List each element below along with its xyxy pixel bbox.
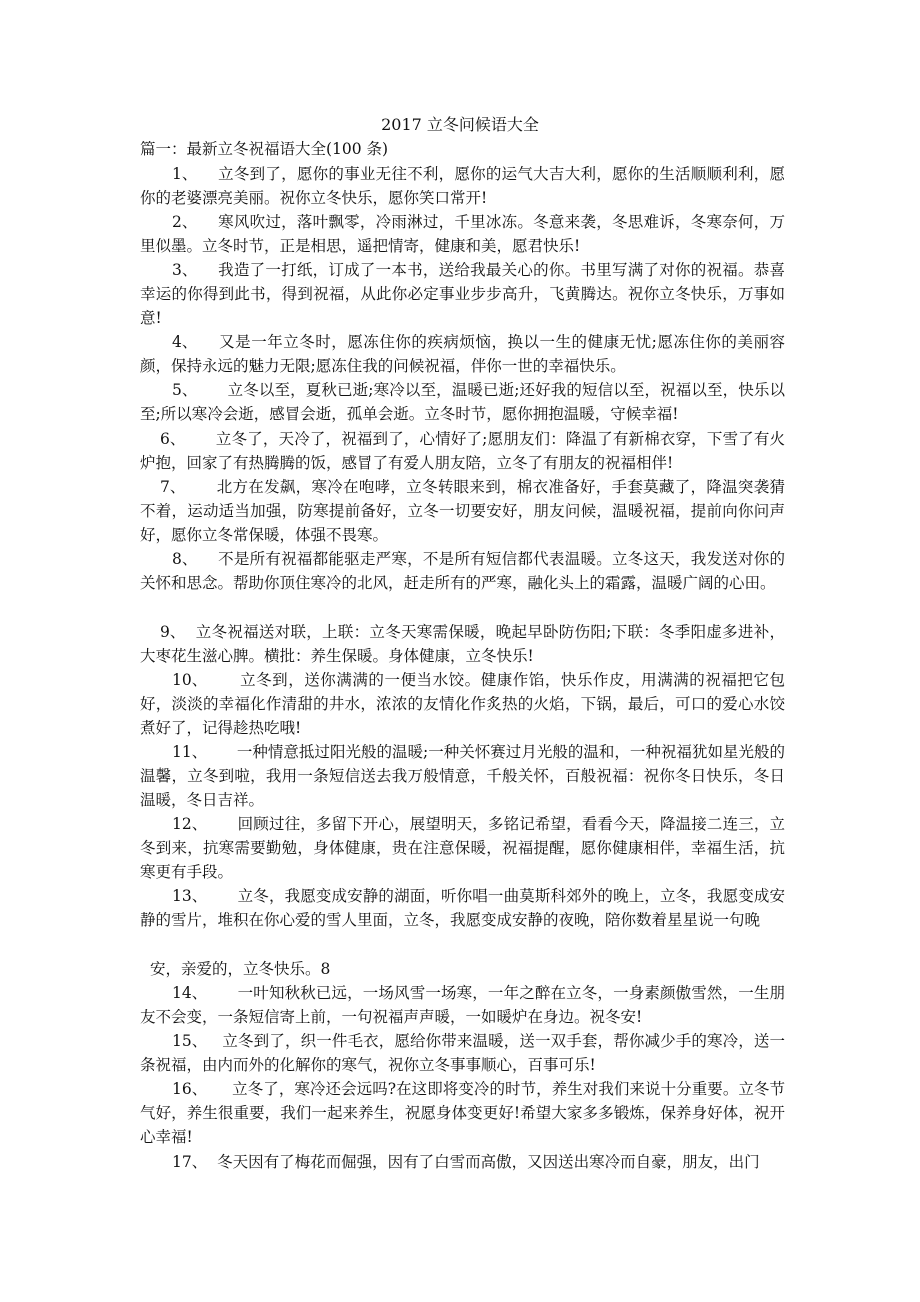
list-item [140, 812, 785, 884]
item-text: 立冬祝福送对联，上联：立冬天寒需保暖，晚起早卧防伤阳;下联：冬季阳虚多进补，大枣花生滋心脾。横批：养生保暖。身体健康，立冬快乐! [140, 623, 785, 665]
item-number: 1、 [172, 165, 198, 183]
item-number: 2、 [172, 213, 198, 231]
item-number: 3、 [172, 261, 198, 279]
item-text: 立冬，我愿变成安静的湖面，听你唱一曲莫斯科郊外的晚上，立冬，我愿变成安静的雪片，堆积在你心爱的雪人里面，立冬，我愿变成安静的夜晚，陪你数着星星说一句晚 [140, 887, 785, 929]
item-text: 寒风吹过，落叶飘零，冷雨淋过，千里冰冻。冬意来袭，冬思难诉，冬寒奈何，万里似墨。立冬时节，正是相思，遥把情寄，健康和美，愿君快乐! [140, 213, 785, 255]
list-item [140, 884, 785, 932]
list-item [140, 427, 785, 475]
item-text: 又是一年立冬时，愿冻住你的疾病烦恼，换以一生的健康无忧;愿冻住你的美丽容颜，保持永远的魅力无限;愿冻住我的问候祝福，伴你一世的幸福快乐。 [140, 333, 785, 375]
item-text: 立冬了，天冷了，祝福到了，心情好了;愿朋友们：降温了有新棉衣穿，下雪了有火炉抱，回家了有热腾腾的饭，感冒了有爱人朋友陪，立冬了有朋友的祝福相伴! [140, 430, 785, 472]
item-number: 15、 [172, 1032, 208, 1050]
item-number: 6、 [160, 430, 186, 448]
item-number: 10、 [172, 671, 208, 689]
section-heading: 篇一：最新立冬祝福语大全(100 条) [140, 140, 389, 158]
item-text: 我造了一打纸，订成了一本书，送给我最关心的你。书里写满了对你的祝福。恭喜幸运的你得到此书，得到祝福，从此你必定事业步步高升，飞黄腾达。祝你立冬快乐，万事如意! [140, 261, 785, 327]
list-item [140, 162, 785, 210]
item-text: 北方在发飙，寒冷在咆哮，立冬转眼来到，棉衣准备好，手套莫藏了，降温突袭猜不着，运动适当加强，防寒提前备好，立冬一切要安好，朋友问候，温暖祝福，提前向你问声好，愿你立冬常保暖，体强不畏寒。 [140, 478, 785, 544]
list-item [140, 210, 785, 258]
list-item [140, 378, 785, 426]
list-item [140, 1077, 785, 1149]
item-text: 回顾过往，多留下开心，展望明天，多铭记希望，看看今天，降温接二连三，立冬到来，抗寒需要勤勉，身体健康，贵在注意保暖，祝福提醒，愿你健康相伴，幸福生活，抗寒更有手段。 [140, 815, 785, 881]
list-item [140, 258, 785, 330]
item-text: 一叶知秋秋已远，一场风雪一场寒，一年之醉在立冬，一身素颜傲雪然，一生朋友不会变，一条短信寄上前，一句祝福声声暖，一如暖炉在身边。祝冬安! [140, 984, 785, 1026]
item-number: 13、 [172, 887, 208, 905]
item-text: 立冬到了，织一件毛衣，愿给你带来温暖，送一双手套，帮你减少手的寒冷，送一条祝福，由内而外的化解你的寒气，祝你立冬事事顺心，百事可乐! [140, 1032, 786, 1074]
item-number: 11、 [172, 743, 208, 761]
item-number: 12、 [172, 815, 208, 833]
item-number: 9、 [160, 623, 186, 641]
item-text: 冬天因有了梅花而倔强，因有了白雪而高傲，又因送出寒冷而自豪，朋友，出门 [217, 1153, 760, 1171]
list-item [140, 1029, 785, 1077]
item-number: 8、 [172, 550, 198, 568]
item-text: 安，亲爱的，立冬快乐。8 [150, 960, 331, 978]
item-number: 14、 [172, 984, 208, 1002]
item-text: 一种情意抵过阳光般的温暖;一种关怀赛过月光般的温和，一种祝福犹如星光般的温馨，立冬到啦，我用一条短信送去我万般情意，千般关怀，百般祝福：祝你冬日快乐，冬日温暖，冬日吉祥。 [140, 743, 785, 809]
item-number: 16、 [172, 1080, 208, 1098]
item-number: 4、 [172, 333, 198, 351]
item-number: 5、 [172, 381, 198, 399]
item-text: 立冬以至，夏秋已逝;寒冷以至，温暖已逝;还好我的短信以至，祝福以至，快乐以至;所以寒冷会逝，感冒会逝，孤单会逝。立冬时节，愿你拥抱温暖，守候幸福! [140, 381, 785, 423]
list-item [140, 981, 785, 1029]
document-title: 2017 立冬问候语大全 [381, 115, 539, 134]
item-text: 不是所有祝福都能驱走严寒，不是所有短信都代表温暖。立冬这天，我发送对你的关怀和思念。帮助你顶住寒冷的北风，赶走所有的严寒，融化头上的霜露，温暖广阔的心田。 [140, 550, 785, 592]
list-item [140, 475, 785, 547]
item-text: 立冬了，寒冷还会远吗?在这即将变冷的时节，养生对我们来说十分重要。立冬节气好，养生很重要，我们一起来养生，祝愿身体变更好!希望大家多多锻炼，保养身好体，祝开心幸福! [140, 1080, 785, 1146]
list-item [140, 668, 785, 740]
item-text: 立冬到，送你满满的一便当水饺。健康作馅，快乐作皮，用满满的祝福把它包好，淡淡的幸福化作清甜的井水，浓浓的友情化作炙热的火焰，下锅，最后，可口的爱心水饺煮好了，记得趁热吃哦! [140, 671, 785, 737]
item-text: 立冬到了，愿你的事业无往不利，愿你的运气大吉大利，愿你的生活顺顺利利，愿你的老婆漂亮美丽。祝你立冬快乐，愿你笑口常开! [140, 165, 785, 207]
list-item-continuation [150, 957, 790, 981]
list-item [140, 1150, 785, 1174]
item-number: 17、 [172, 1153, 208, 1171]
list-item [140, 547, 785, 595]
list-item [140, 330, 785, 378]
list-item [140, 740, 785, 812]
list-item [140, 620, 785, 668]
item-number: 7、 [160, 478, 186, 496]
